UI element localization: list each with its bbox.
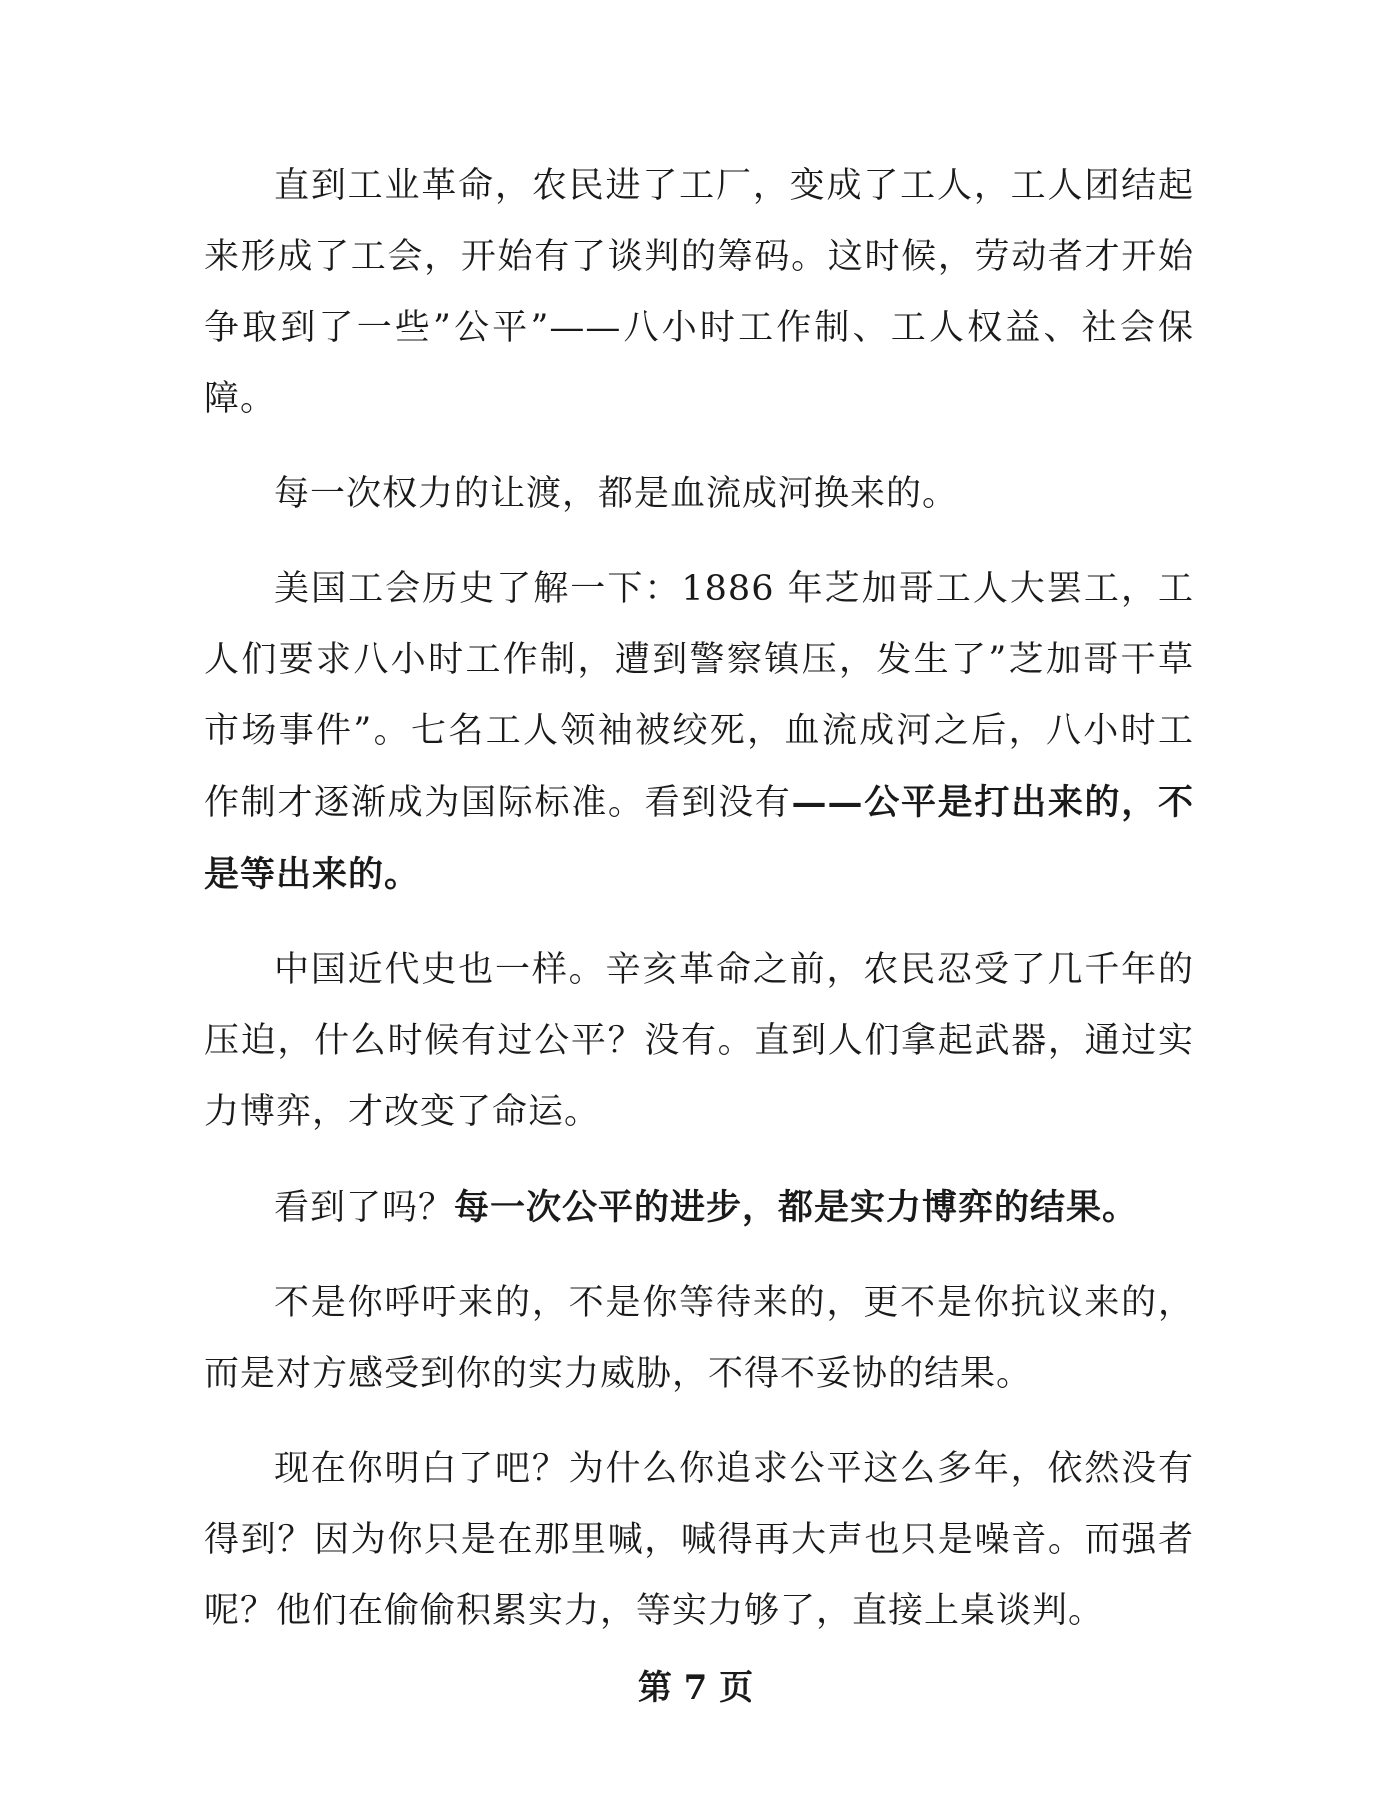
paragraph-5: 看到了吗？每一次公平的进步，都是实力博弈的结果。 — [274, 1187, 1139, 1228]
emphasis-text: ——公平是打出来的，不是等出来的。 — [204, 782, 1194, 895]
paragraph-7: 现在你明白了吧？为什么你追求公平这么多年，依然没有得到？因为你只是在那里喊，喊得再大声也只是噪音。而强者呢？他们在偷偷积累实力，等实力够了，直接上桌谈判。 — [204, 1449, 1194, 1631]
paragraph-4: 中国近代史也一样。辛亥革命之前，农民忍受了几千年的压迫，什么时候有过公平？没有。直到人们拿起武器，通过实力博弈，才改变了命运。 — [204, 950, 1194, 1132]
body-text — [204, 151, 1194, 1671]
emphasis-text: 每一次公平的进步，都是实力博弈的结果。 — [454, 1187, 1139, 1228]
paragraph-2: 每一次权力的让渡，都是血流成河换来的。 — [274, 474, 959, 514]
paragraph-6: 不是你呼吁来的，不是你等待来的，更不是你抗议来的，而是对方感受到你的实力威胁，不得不妥协的结果。 — [204, 1283, 1194, 1394]
paragraph-1: 直到工业革命，农民进了工厂，变成了工人，工人团结起来形成了工会，开始有了谈判的筹码。这时候，劳动者才开始争取到了一些”公平”——八小时工作制、工人权益、社会保障。 — [204, 166, 1194, 419]
paragraph-3: 美国工会历史了解一下：1886 年芝加哥工人大罢工，工人们要求八小时工作制，遭到警察镇压，发生了”芝加哥干草市场事件”。七名工人领袖被绞死，血流成河之后，八小时工作制才逐渐成为国际标准。看到没有——公平是打出来的，不是等出来的。 — [204, 569, 1194, 895]
page-number: 第 7 页 — [637, 1668, 754, 1708]
